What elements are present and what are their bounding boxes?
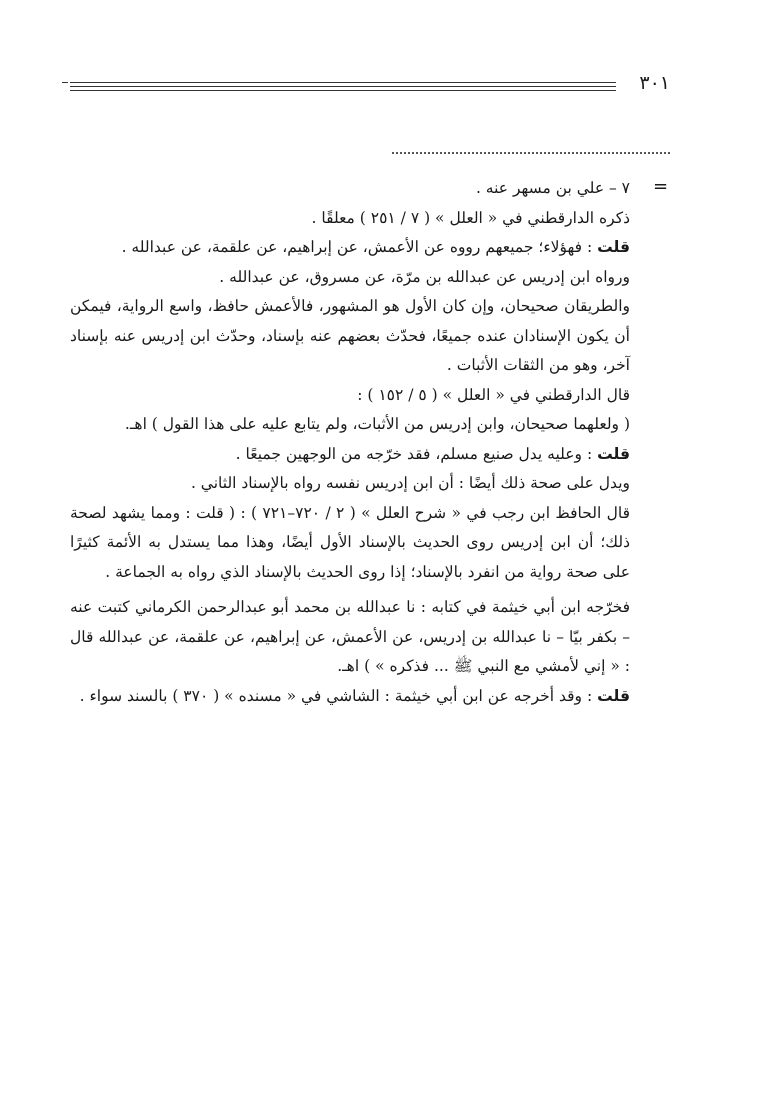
paragraph-text: ( ولعلهما صحيحان، وابن إدريس من الأثبات، ولم يتابع عليه على هذا القول ) اهـ. xyxy=(124,415,630,433)
paragraph-text: قال الحافظ ابن رجب في « شرح العلل » ( ٢ / ٧٢٠–٧٢١ ) : ( قلت : ومما يشهد لصحة ذلك؛ أن ابن إدريس روى الحديث بالإسناد الأول أيضًا، وهذا مما يستدل به الأئمة كثيرًا على صحة رواية من انفرد بالإسناد؛ إذا روى الحديث بالإسناد الذي رواه به الجماعة . xyxy=(70,503,631,581)
paragraph xyxy=(70,233,630,263)
paragraph-text: ويدل على صحة ذلك أيضًا : أن ابن إدريس نفسه رواه بالإسناد الثاني . xyxy=(190,474,630,492)
paragraph xyxy=(70,440,630,470)
paragraph-text: : وعليه يدل صنيع مسلم، فقد خرّجه من الوجهين جميعًا . xyxy=(235,444,598,463)
paragraph xyxy=(70,204,630,234)
paragraph xyxy=(70,682,630,712)
paragraph xyxy=(70,381,630,411)
paragraph-text: والطريقان صحيحان، وإن كان الأول هو المشهور، فالأعمش حافظ، واسع الرواية، فيمكن أن يكون الإسنادان عنده جميعًا، فحدّث بعضهم عنه بإسناد، وحدّث ابن إدريس عنه بإسناد آخر، وهو من الثقات الأثبات . xyxy=(70,297,630,374)
paragraph-text: : فهؤلاء؛ جميعهم رووه عن الأعمش، عن إبراهيم، عن علقمة، عن عبدالله . xyxy=(121,238,598,256)
paragraph-text: قال الدارقطني في « العلل » ( ٥ / ١٥٢ ) : xyxy=(357,385,630,404)
page-body xyxy=(70,174,630,711)
paragraph xyxy=(70,263,630,293)
paragraph-text: ذكره الدارقطني في « العلل » ( ٧ / ٢٥١ ) معلقًا . xyxy=(311,208,630,227)
paragraph xyxy=(70,469,630,499)
paragraph-text: ٧ – علي بن مسهر عنه . xyxy=(475,179,630,197)
dotted-separator xyxy=(392,152,670,154)
paragraph-lead: قلت xyxy=(597,238,630,256)
paragraph-lead: قلت xyxy=(597,444,630,463)
page-header xyxy=(70,74,670,98)
header-rule-short xyxy=(598,82,616,87)
paragraph-text: فخرّجه ابن أبي خيثمة في كتابه : نا عبدالله بن محمد أبو عبدالرحمن الكرماني كتبت عنه – بكفر بيّا – نا عبدالله بن إدريس، عن الأعمش، عن إبراهيم، عن علقمة، عن عبدالله قال : « إني لأمشي مع النبي ﷺ ... فذكره » ) اهـ. xyxy=(70,598,630,675)
header-rule-tail xyxy=(62,82,68,83)
page-number: ٣٠١ xyxy=(639,72,670,94)
header-rule xyxy=(70,82,600,87)
paragraph-lead: قلت xyxy=(597,686,630,705)
paragraph xyxy=(70,499,630,588)
paragraph xyxy=(70,410,630,440)
paragraph xyxy=(70,593,630,682)
paragraph-text: : وقد أخرجه عن ابن أبي خيثمة : الشاشي في « مسنده » ( ٣٧٠ ) بالسند سواء . xyxy=(79,686,598,705)
paragraph xyxy=(70,174,630,204)
paragraph xyxy=(70,292,630,381)
paragraph-text: ورواه ابن إدريس عن عبدالله بن مرّة، عن مسروق، عن عبدالله . xyxy=(219,267,630,286)
continuation-mark: = xyxy=(653,176,669,197)
